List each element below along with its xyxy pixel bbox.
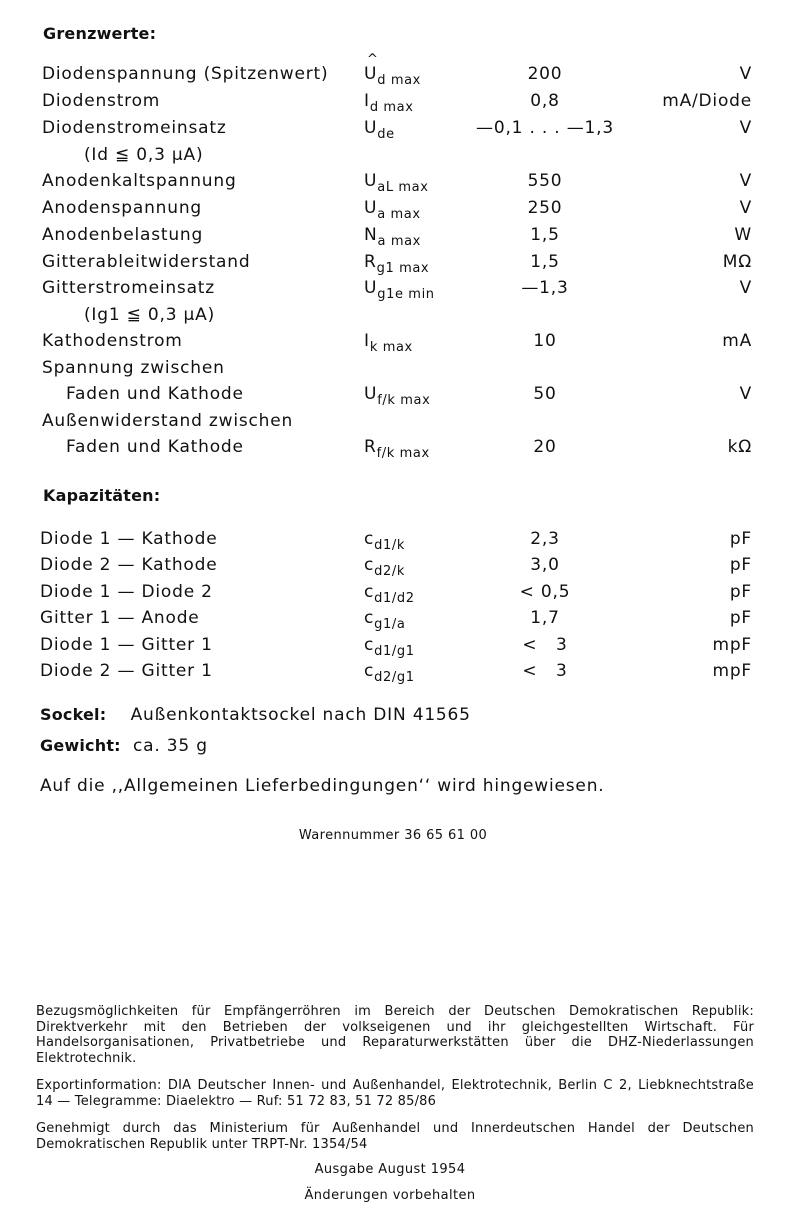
row-unit: mpF xyxy=(712,661,752,681)
row-label: Spannung zwischen xyxy=(42,358,225,378)
row-label: Faden und Kathode xyxy=(66,437,244,457)
table-row xyxy=(0,252,800,278)
row-unit: V xyxy=(739,278,752,298)
row-label: Diodenstromeinsatz xyxy=(42,118,227,138)
row-value: 20 xyxy=(533,437,557,457)
row-label: Diode 2 — Kathode xyxy=(40,555,218,575)
row-label: Außenwiderstand zwischen xyxy=(42,411,294,431)
table-row-note xyxy=(0,358,800,384)
row-symbol: $c_{d2/g1}$ xyxy=(364,661,415,685)
row-label: Diode 1 — Gitter 1 xyxy=(40,635,213,655)
row-value: 250 xyxy=(527,198,563,218)
row-label: Diode 2 — Gitter 1 xyxy=(40,661,213,681)
table-row xyxy=(0,661,800,687)
row-symbol: $U_{aL max}$ xyxy=(364,171,429,195)
row-unit: pF xyxy=(729,582,752,602)
row-unit: V xyxy=(739,64,752,84)
row-symbol: $c_{d2/k}$ xyxy=(364,555,405,579)
peak-hat-mark: ^ xyxy=(367,52,379,67)
row-symbol: $c_{d1/k}$ xyxy=(364,529,405,553)
table-row xyxy=(0,331,800,357)
grenzwerte-heading: Grenzwerte: xyxy=(43,24,157,43)
row-value: < 3 xyxy=(522,635,568,655)
table-row xyxy=(0,171,800,197)
table-row xyxy=(0,225,800,251)
sockel-line xyxy=(40,705,471,725)
row-symbol: $c_{g1/a}$ xyxy=(364,608,406,632)
row-label: Gitter 1 — Anode xyxy=(40,608,200,628)
row-symbol: $U_{d max}$ xyxy=(364,64,421,88)
row-condition: (Ig1 ≦ 0,3 μA) xyxy=(84,305,216,325)
table-row xyxy=(0,555,800,581)
row-condition: (Id ≦ 0,3 μA) xyxy=(84,145,204,165)
table-row xyxy=(0,278,800,304)
footer-aenderungen: Änderungen vorbehalten xyxy=(304,1188,476,1203)
row-unit: mA xyxy=(722,331,752,351)
row-symbol: $U_{a max}$ xyxy=(364,198,421,222)
row-symbol: $R_{f/k max}$ xyxy=(364,437,430,461)
row-value: —1,3 xyxy=(521,278,569,298)
row-label: Diode 1 — Kathode xyxy=(40,529,218,549)
row-label: Diode 1 — Diode 2 xyxy=(40,582,213,602)
gewicht-text: ca. 35 g xyxy=(133,736,208,756)
row-symbol: $N_{a max}$ xyxy=(364,225,421,249)
row-value: < 3 xyxy=(522,661,568,681)
footer-bezug: Bezugsmöglichkeiten für Empfängerröhren im Bereich der Deutschen Demokratischen Republik: Direktverkehr mit den Betrieben der volkseigenen und ihr gleichgestellten Wirtschaft. Für Handelsorganisationen, Privatbetriebe und Reparaturwerkstätten über die DHZ-Niederlassungen Elektrotechnik. xyxy=(36,1004,754,1066)
row-value: 0,8 xyxy=(530,91,560,111)
row-value: 1,5 xyxy=(530,225,560,245)
kapazitaeten-heading: Kapazitäten: xyxy=(43,486,161,505)
table-row xyxy=(0,52,800,90)
table-row xyxy=(0,437,800,463)
row-value: 10 xyxy=(533,331,557,351)
row-value: < 0,5 xyxy=(519,582,571,602)
row-symbol: $I_{d max}$ xyxy=(364,91,414,115)
lieferbedingungen-note: Auf die ,,Allgemeinen Lieferbedingungen‘‘ wird hingewiesen. xyxy=(40,776,605,796)
gewicht-label: Gewicht: xyxy=(40,736,121,755)
row-unit: V xyxy=(739,171,752,191)
table-row xyxy=(0,91,800,117)
table-row xyxy=(0,608,800,634)
footer-export: Exportinformation: DIA Deutscher Innen- und Außenhandel, Elektrotechnik, Berlin C 2, Liebknechtstraße 14 — Telegramme: Diaelektro — Ruf: 51 72 83, 51 72 85/86 xyxy=(36,1078,754,1109)
row-label: Diodenspannung (Spitzenwert) xyxy=(42,64,329,84)
row-symbol: $U_{de}$ xyxy=(364,118,395,142)
sockel-label: Sockel: xyxy=(40,705,107,724)
row-symbol: $U_{f/k max}$ xyxy=(364,384,431,408)
gewicht-line xyxy=(40,736,208,756)
table-row xyxy=(0,384,800,410)
row-unit: kΩ xyxy=(727,437,752,457)
table-row xyxy=(0,198,800,224)
row-value: 2,3 xyxy=(530,529,560,549)
warennummer: Warennummer 36 65 61 00 xyxy=(298,828,488,843)
row-unit: MΩ xyxy=(722,252,752,272)
row-unit: pF xyxy=(729,608,752,628)
row-value: 3,0 xyxy=(530,555,560,575)
row-unit: pF xyxy=(729,555,752,575)
row-unit: mpF xyxy=(712,635,752,655)
row-value: 50 xyxy=(533,384,557,404)
table-row xyxy=(0,118,800,144)
row-value: 550 xyxy=(527,171,563,191)
sockel-text: Außenkontaktsockel nach DIN 41565 xyxy=(130,705,471,725)
row-symbol: $c_{d1/d2}$ xyxy=(364,582,415,606)
row-label: Anodenspannung xyxy=(42,198,202,218)
row-label: Anodenkaltspannung xyxy=(42,171,237,191)
table-row xyxy=(0,582,800,608)
row-unit: mA/Diode xyxy=(662,91,752,111)
row-label: Gitterstromeinsatz xyxy=(42,278,215,298)
row-label: Diodenstrom xyxy=(42,91,161,111)
row-unit: pF xyxy=(729,529,752,549)
row-unit: W xyxy=(734,225,752,245)
row-label: Gitterableitwiderstand xyxy=(42,252,251,272)
row-value: 1,5 xyxy=(530,252,560,272)
row-symbol: $R_{g1 max}$ xyxy=(364,252,430,276)
table-row-note xyxy=(0,305,800,331)
row-unit: V xyxy=(739,198,752,218)
row-label: Faden und Kathode xyxy=(66,384,244,404)
table-row-note xyxy=(0,145,800,171)
table-row xyxy=(0,529,800,555)
row-label: Anodenbelastung xyxy=(42,225,204,245)
row-value: —0,1 . . . —1,3 xyxy=(476,118,614,138)
row-unit: V xyxy=(739,118,752,138)
row-unit: V xyxy=(739,384,752,404)
row-value: 1,7 xyxy=(530,608,560,628)
row-label: Kathodenstrom xyxy=(42,331,183,351)
row-symbol: $I_{k max}$ xyxy=(364,331,413,355)
footer-genehmigt: Genehmigt durch das Ministerium für Außenhandel und Innerdeutschen Handel der Deutschen Demokratischen Republik unter TRPT-Nr. 1354/54 xyxy=(36,1121,754,1152)
row-symbol: $c_{d1/g1}$ xyxy=(364,635,415,659)
footer-ausgabe: Ausgabe August 1954 xyxy=(314,1162,466,1177)
table-row-note xyxy=(0,411,800,437)
table-row xyxy=(0,635,800,661)
row-symbol: $U_{g1e min}$ xyxy=(364,278,435,302)
row-value: 200 xyxy=(527,64,563,84)
